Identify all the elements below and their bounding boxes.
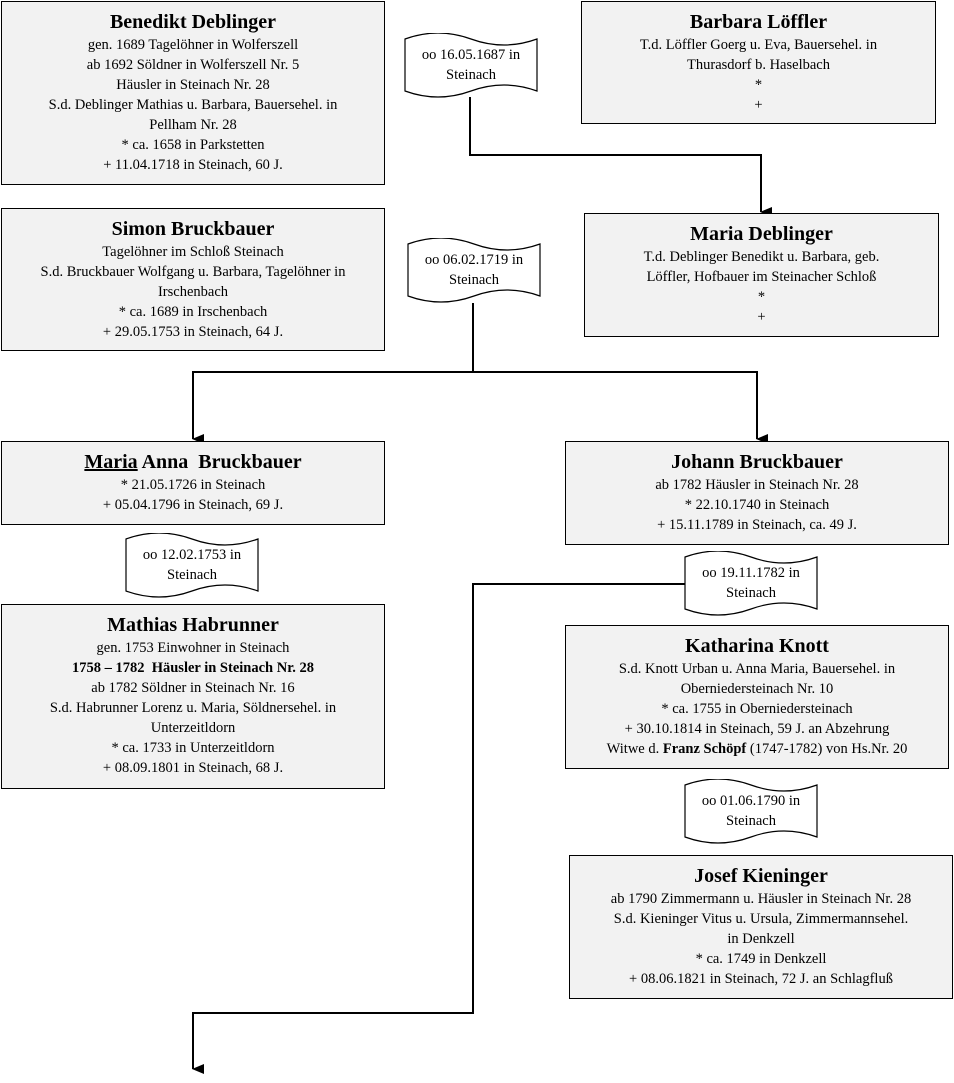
marriage-banner-1719 — [407, 238, 541, 308]
person-detail: ab 1790 Zimmermann u. Häusler in Steinach Nr. 28 — [610, 891, 912, 907]
person-name: Mathias Habrunner — [107, 614, 279, 636]
person-detail: ab 1692 Söldner in Wolferszell Nr. 5 — [86, 57, 300, 73]
person-detail: T.d. Löffler Goerg u. Eva, Bauersehel. in — [639, 37, 878, 53]
person-name: Katharina Knott — [685, 635, 829, 657]
person-name: Maria Deblinger — [690, 223, 833, 245]
person-detail: S.d. Knott Urban u. Anna Maria, Bauersehel. in — [618, 661, 896, 677]
person-detail: S.d. Habrunner Lorenz u. Maria, Söldnersehel. in — [49, 700, 337, 716]
marriage-place: in Steinach — [449, 252, 524, 288]
person-detail: ab 1782 Häusler in Steinach Nr. 28 — [655, 477, 859, 493]
person-name: Benedikt Deblinger — [109, 11, 277, 33]
person-detail: * 21.05.1726 in Steinach — [120, 477, 266, 493]
person-detail: * 22.10.1740 in Steinach — [684, 497, 830, 513]
marriage-place: in Steinach — [726, 565, 800, 601]
person-box-maria-deblinger — [584, 213, 939, 337]
person-detail: * ca. 1755 in Oberniedersteinach — [661, 701, 853, 717]
person-detail: + 30.10.1814 in Steinach, 59 J. an Abzehrung — [624, 721, 890, 737]
person-detail: + 11.04.1718 in Steinach, 60 J. — [103, 157, 283, 173]
person-detail: ab 1782 Söldner in Steinach Nr. 16 — [91, 680, 295, 696]
marriage-place: in Steinach — [726, 793, 801, 829]
marriage-date: oo 12.02.1753 — [142, 547, 227, 563]
person-detail: + — [757, 309, 766, 325]
person-detail: Tagelöhner im Schloß Steinach — [102, 244, 284, 260]
person-name-rest: Anna Bruckbauer — [137, 451, 302, 473]
person-detail: + 08.09.1801 in Steinach, 68 J. — [102, 760, 284, 776]
marriage-banner-1790 — [684, 779, 818, 849]
person-box-katharina-knott — [565, 625, 949, 769]
person-detail: Löffler, Hofbauer im Steinacher Schloß — [646, 269, 877, 285]
person-detail: * ca. 1658 in Parkstetten — [121, 137, 265, 153]
person-name: Johann Bruckbauer — [671, 451, 843, 473]
person-box-maria-anna-bruckbauer — [1, 441, 385, 525]
person-name — [2, 450, 384, 474]
marriage-date: oo 01.06.1790 — [701, 793, 786, 809]
person-detail: + 29.05.1753 in Steinach, 64 J. — [102, 324, 284, 340]
person-detail: Oberniedersteinach Nr. 10 — [680, 681, 834, 697]
person-detail: * — [754, 77, 763, 93]
person-detail: Thurasdorf b. Haselbach — [687, 57, 830, 73]
person-detail: Pellham Nr. 28 — [149, 117, 237, 133]
person-detail: Irschenbach — [157, 284, 229, 300]
marriage-date: oo 06.02.1719 — [424, 252, 509, 268]
person-detail: T.d. Deblinger Benedikt u. Barbara, geb. — [643, 249, 880, 265]
person-detail: gen. 1753 Einwohner in Steinach — [96, 640, 290, 656]
person-box-johann-bruckbauer — [565, 441, 949, 545]
marriage-banner-1687 — [404, 33, 538, 103]
person-detail: S.d. Kieninger Vitus u. Ursula, Zimmermannsehel. — [613, 911, 909, 927]
person-detail: gen. 1689 Tagelöhner in Wolferszell — [87, 37, 299, 53]
person-detail: + — [754, 97, 763, 113]
person-name: Barbara Löffler — [689, 11, 828, 33]
person-box-josef-kieninger — [569, 855, 953, 999]
person-detail: + 05.04.1796 in Steinach, 69 J. — [102, 497, 284, 513]
marriage-place: in Steinach — [446, 47, 521, 83]
marriage-place: in Steinach — [167, 547, 242, 583]
person-box-barbara-loeffler — [581, 1, 936, 124]
widow-prefix: Witwe d. — [606, 741, 663, 757]
person-detail: * ca. 1689 in Irschenbach — [118, 304, 268, 320]
person-box-simon-bruckbauer — [1, 208, 385, 351]
widow-name: Franz Schöpf — [662, 741, 747, 757]
widow-suffix: (1747-1782) von Hs.Nr. 20 — [746, 741, 908, 757]
person-detail: + 15.11.1789 in Steinach, ca. 49 J. — [657, 517, 857, 533]
person-detail: Häusler in Steinach Nr. 28 — [116, 77, 270, 93]
person-detail-bold: 1758 – 1782 Häusler in Steinach Nr. 28 — [71, 660, 315, 676]
person-detail: Unterzeitldorn — [150, 720, 236, 736]
line-1719-to-johann — [473, 372, 757, 439]
marriage-date: oo 19.11.1782 — [702, 565, 785, 581]
person-detail — [566, 739, 948, 759]
person-detail: * — [757, 289, 766, 305]
person-detail: in Denkzell — [727, 931, 795, 947]
person-name: Josef Kieninger — [694, 865, 828, 887]
marriage-banner-1782 — [684, 551, 818, 621]
person-box-mathias-habrunner — [1, 604, 385, 789]
person-detail: S.d. Deblinger Mathias u. Barbara, Bauersehel. in — [48, 97, 338, 113]
marriage-date: oo 16.05.1687 — [421, 47, 506, 63]
marriage-banner-1753 — [125, 533, 259, 603]
person-name: Simon Bruckbauer — [111, 218, 275, 240]
person-detail: + 08.06.1821 in Steinach, 72 J. an Schlagfluß — [629, 971, 893, 987]
line-1719-to-maria-anna — [193, 372, 473, 439]
person-name-first: Maria — [84, 451, 138, 473]
person-detail: * ca. 1733 in Unterzeitldorn — [111, 740, 275, 756]
person-detail: S.d. Bruckbauer Wolfgang u. Barbara, Tagelöhner in — [40, 264, 346, 280]
person-box-benedikt-deblinger — [1, 1, 385, 185]
person-detail: * ca. 1749 in Denkzell — [695, 951, 827, 967]
